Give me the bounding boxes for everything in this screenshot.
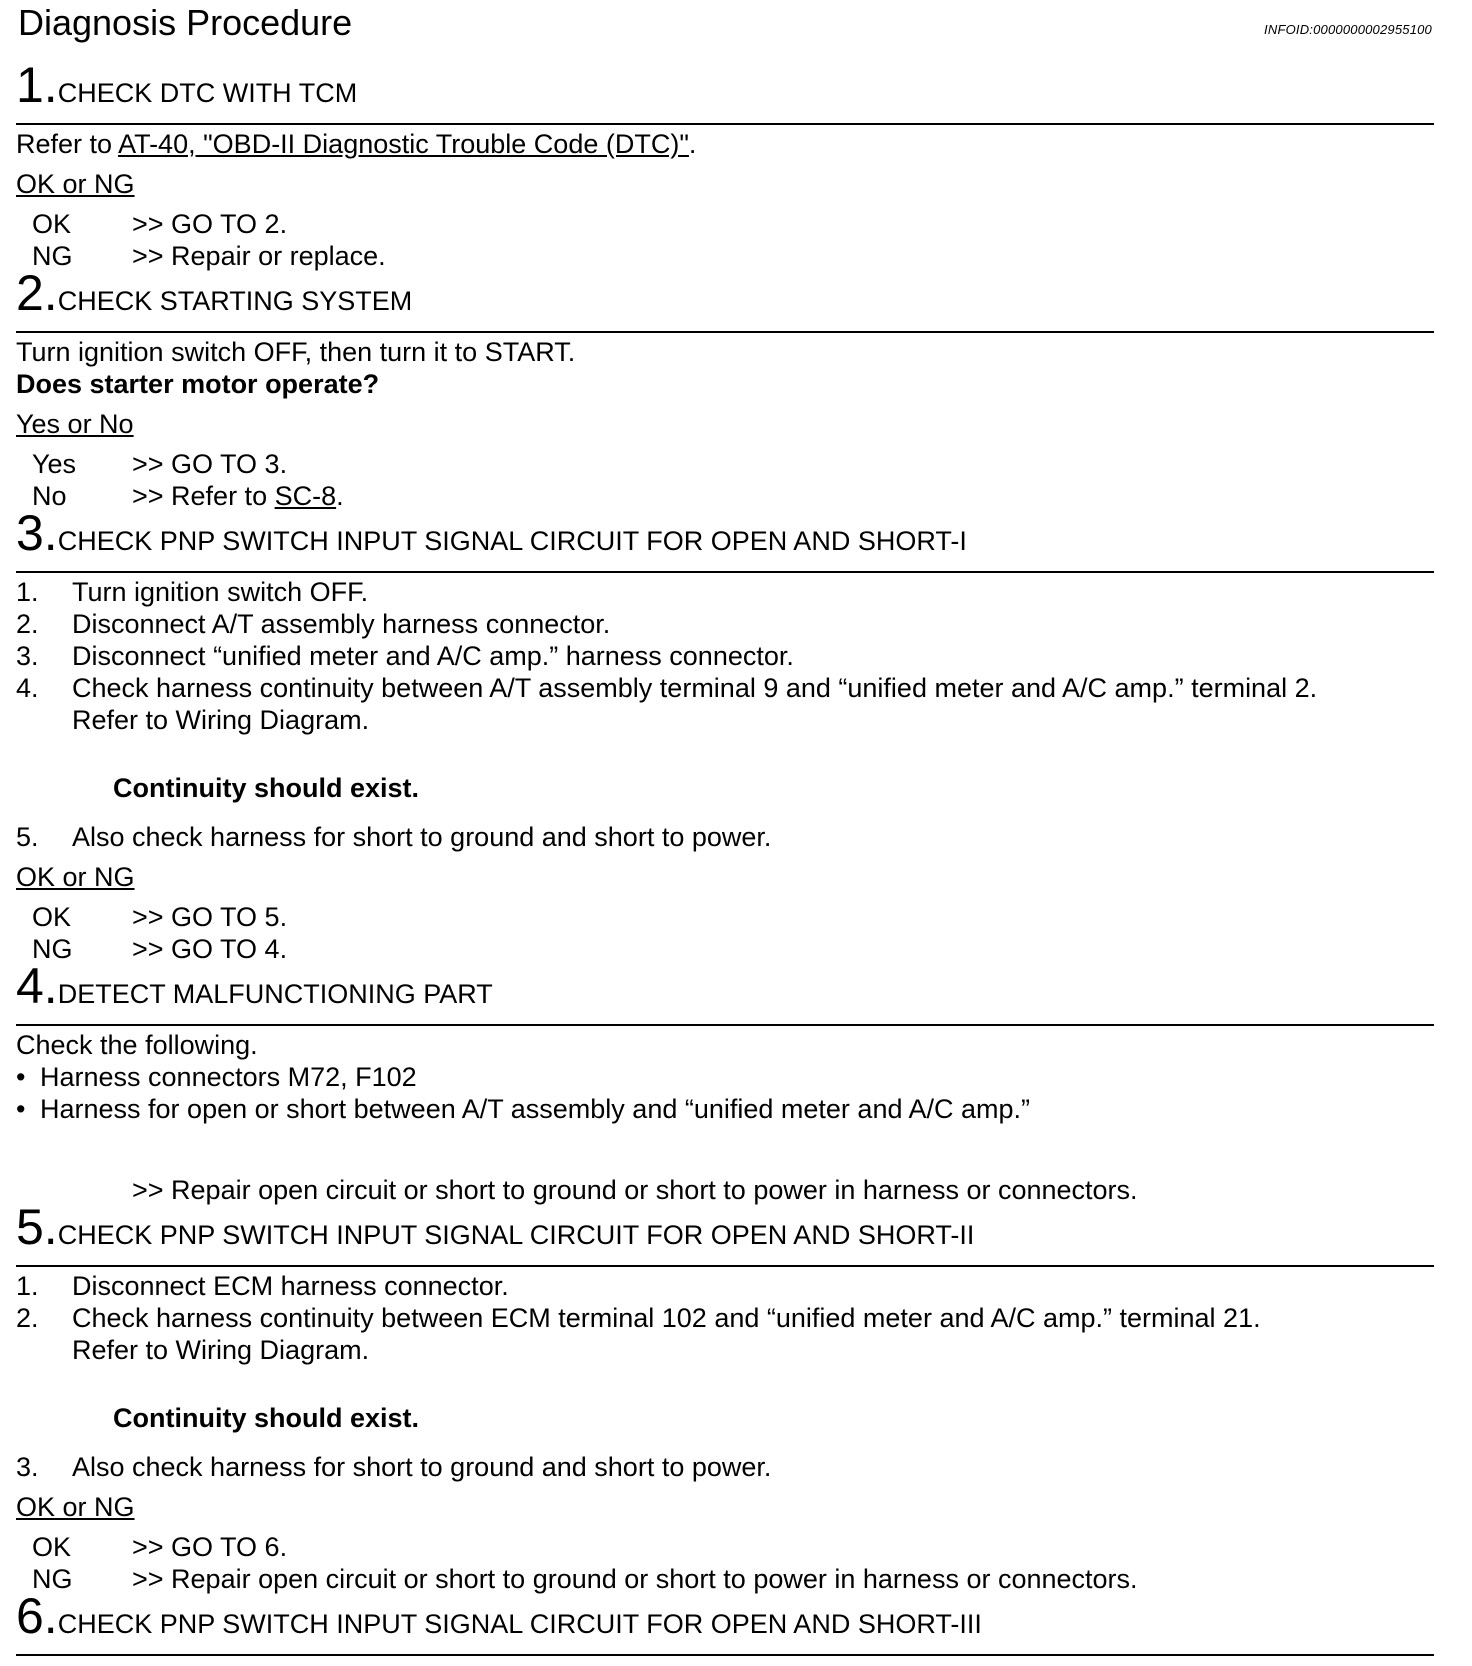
step-6-heading: [16, 1589, 982, 1643]
step-number: 5.: [16, 1199, 58, 1255]
list-item-continuation: Refer to Wiring Diagram.: [72, 705, 370, 735]
list-item: 2. Check harness continuity between ECM terminal 102 and “unified meter and A/C amp.” terminal 21.: [16, 1303, 1261, 1333]
result-label: Yes or No: [16, 409, 134, 439]
divider: [16, 571, 1434, 573]
divider: [16, 123, 1434, 125]
step-number: 6.: [16, 1588, 58, 1644]
list-item: 5. Also check harness for short to ground and short to power.: [16, 822, 772, 852]
step-4-heading: [16, 959, 493, 1013]
list-item: 2. Disconnect A/T assembly harness connector.: [16, 609, 611, 639]
reference-link[interactable]: SC-8: [274, 481, 337, 511]
reference-line: Refer to AT-40, "OBD-II Diagnostic Trouble Code (DTC)".: [16, 129, 697, 159]
step-title: CHECK PNP SWITCH INPUT SIGNAL CIRCUIT FOR OPEN AND SHORT-III: [57, 1609, 982, 1639]
step-title: CHECK PNP SWITCH INPUT SIGNAL CIRCUIT FOR OPEN AND SHORT-II: [57, 1220, 975, 1250]
result-action: >> GO TO 6.: [132, 1532, 288, 1562]
list-item-continuation: Refer to Wiring Diagram.: [72, 1335, 370, 1365]
instruction-text: Turn ignition switch OFF, then turn it to START.: [16, 337, 576, 367]
divider: [16, 331, 1434, 333]
result-label: OK or NG: [16, 862, 135, 892]
step-number: 1.: [16, 57, 58, 113]
result-action: >> Repair open circuit or short to ground or short to power in harness or connectors.: [132, 1175, 1138, 1205]
requirement-text: Continuity should exist.: [113, 1403, 420, 1433]
result-code: NG: [32, 934, 73, 964]
step-number: 3.: [16, 505, 58, 561]
result-action: >> Repair or replace.: [132, 241, 386, 271]
list-item: 3. Disconnect “unified meter and A/C amp.” harness connector.: [16, 641, 794, 671]
list-item: 1. Turn ignition switch OFF.: [16, 577, 369, 607]
step-number: 2.: [16, 265, 58, 321]
divider: [16, 1024, 1434, 1026]
instruction-text: Check the following.: [16, 1030, 258, 1060]
divider: [16, 1654, 1434, 1656]
result-action: >> GO TO 2.: [132, 209, 288, 239]
bullet-item: • Harness for open or short between A/T assembly and “unified meter and A/C amp.”: [16, 1094, 1031, 1124]
step-1-heading: [16, 58, 357, 112]
result-code: No: [32, 481, 67, 511]
list-item: 3. Also check harness for short to ground and short to power.: [16, 1452, 772, 1482]
result-action: >> GO TO 3.: [132, 449, 288, 479]
step-number: 4.: [16, 958, 58, 1014]
divider: [16, 1265, 1434, 1267]
step-5-heading: [16, 1200, 974, 1254]
step-title: DETECT MALFUNCTIONING PART: [57, 979, 493, 1009]
list-item: 4. Check harness continuity between A/T assembly terminal 9 and “unified meter and A/C amp.” terminal 2.: [16, 673, 1318, 703]
result-action: >> GO TO 4.: [132, 934, 288, 964]
step-3-heading: [16, 506, 967, 560]
page-title: Diagnosis Procedure: [18, 2, 353, 43]
list-item: 1. Disconnect ECM harness connector.: [16, 1271, 509, 1301]
result-code: NG: [32, 241, 73, 271]
result-action: >> Refer to SC-8.: [132, 481, 344, 511]
step-title: CHECK PNP SWITCH INPUT SIGNAL CIRCUIT FOR OPEN AND SHORT-I: [57, 526, 967, 556]
question-text: Does starter motor operate?: [16, 369, 380, 399]
step-2-heading: [16, 266, 412, 320]
result-code: OK: [32, 1532, 72, 1562]
step-title: CHECK STARTING SYSTEM: [57, 286, 413, 316]
bullet-item: • Harness connectors M72, F102: [16, 1062, 417, 1092]
result-label: OK or NG: [16, 1492, 135, 1522]
document-id: INFOID:0000000002955100: [1264, 22, 1432, 37]
result-action: >> Repair open circuit or short to ground or short to power in harness or connectors.: [132, 1564, 1138, 1594]
result-code: Yes: [32, 449, 77, 479]
requirement-text: Continuity should exist.: [113, 773, 420, 803]
result-action: >> GO TO 5.: [132, 902, 288, 932]
result-label: OK or NG: [16, 169, 135, 199]
result-code: OK: [32, 902, 72, 932]
result-code: OK: [32, 209, 72, 239]
reference-link[interactable]: AT-40, "OBD-II Diagnostic Trouble Code (DTC)": [118, 129, 689, 159]
result-code: NG: [32, 1564, 73, 1594]
step-title: CHECK DTC WITH TCM: [57, 78, 358, 108]
